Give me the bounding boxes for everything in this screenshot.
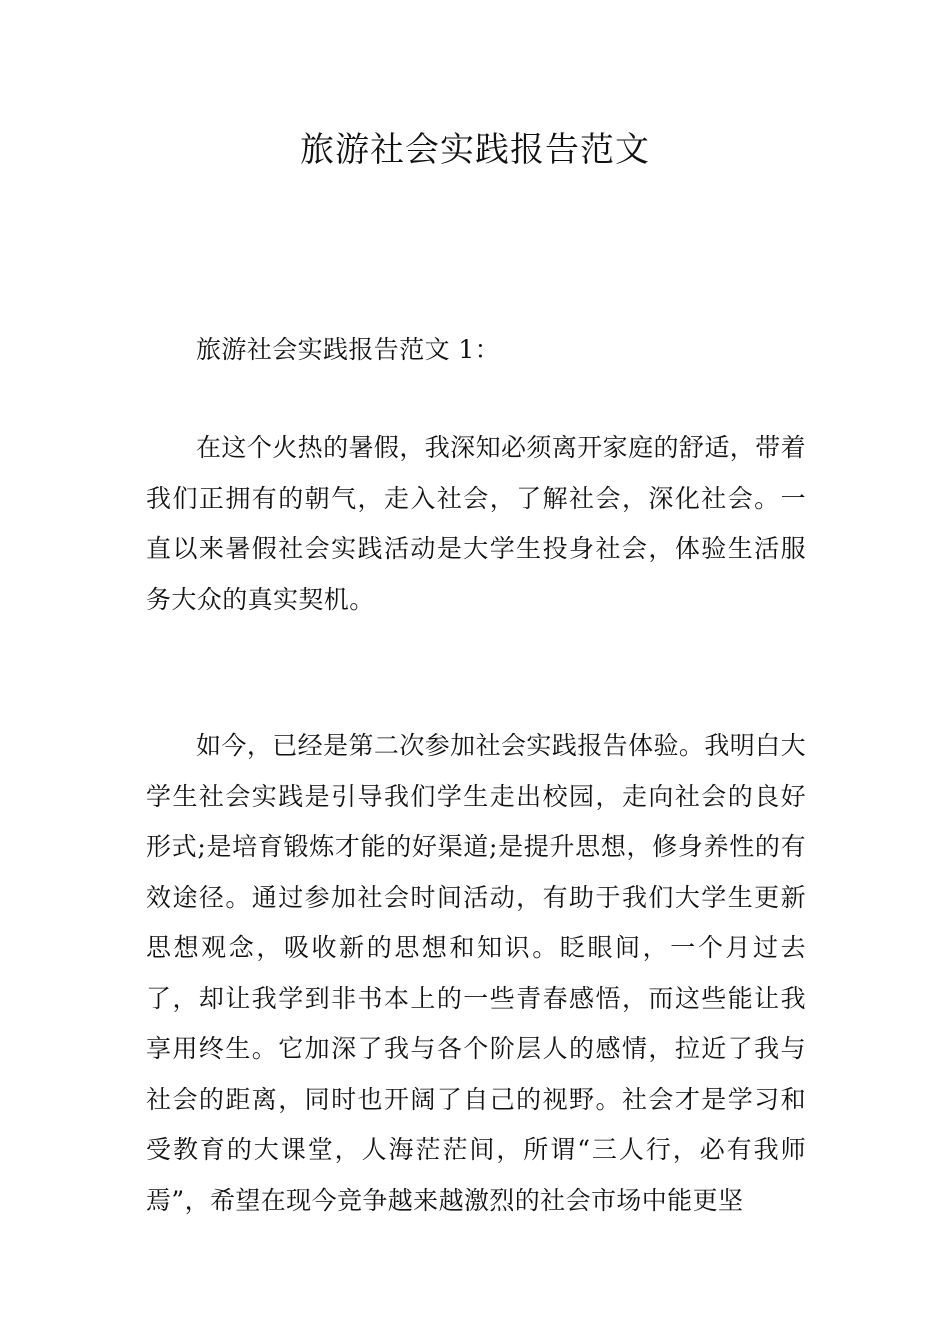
- section-heading: 旅游社会实践报告范文 1：: [196, 335, 501, 364]
- paragraph-2: 如今，已经是第二次参加社会实践报告体验。我明白大学生社会实践是引导我们学生走出校园，走向社会的良好形式;是培育锻炼才能的好渠道;是提升思想，修身养性的有效途径。通过参加社会时间活动，有助于我们大学生更新思想观念，吸收新的思想和知识。眨眼间，一个月过去了，却让我学到非书本上的一些青春感悟，而这些能让我享用终生。它加深了我与各个阶层人的感情，拉近了我与社会的距离，同时也开阔了自己的视野。社会才是学习和受教育的大课堂，人海茫茫间，所谓“三人行，必有我师焉”，希望在现今竞争越来越激烈的社会市场中能更坚: [146, 731, 806, 1215]
- paragraph-1: 在这个火热的暑假，我深知必须离开家庭的舒适，带着我们正拥有的朝气，走入社会，了解社会，深化社会。一直以来暑假社会实践活动是大学生投身社会，体验生活服务大众的真实契机。: [146, 433, 806, 614]
- document-title: 旅游社会实践报告范文: [300, 130, 650, 170]
